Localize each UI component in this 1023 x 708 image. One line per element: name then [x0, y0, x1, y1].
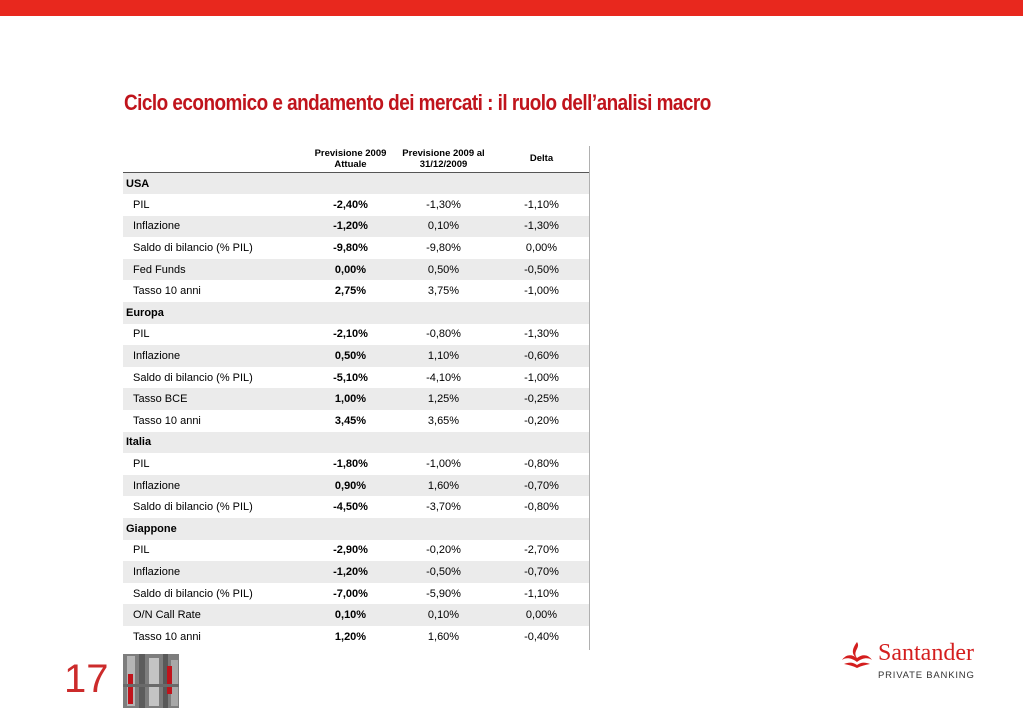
- cell-previsione-attuale: 0,90%: [308, 475, 393, 497]
- page-number: 17: [64, 657, 109, 701]
- section-label: USA: [123, 173, 589, 195]
- cell-delta: -0,60%: [494, 345, 589, 367]
- header-label: [123, 145, 308, 173]
- macro-forecast-table: [123, 145, 589, 648]
- header-previsione-attuale: Previsione 2009 Attuale: [308, 145, 393, 173]
- cell-delta: -1,00%: [524, 371, 559, 384]
- cell-previsione-31-12: 0,50%: [393, 259, 494, 281]
- cell-previsione-31-12: -4,10%: [426, 371, 461, 384]
- cell-previsione-attuale: -2,10%: [333, 328, 368, 341]
- row-label: Saldo di bilancio (% PIL): [133, 501, 253, 514]
- cell-previsione-31-12: 3,75%: [427, 285, 460, 298]
- cell-previsione-31-12: -0,20%: [426, 544, 461, 557]
- cell-previsione-attuale: 2,75%: [334, 285, 367, 298]
- cell-previsione-attuale: -2,40%: [333, 198, 368, 211]
- row-label: Saldo di bilancio (% PIL): [133, 371, 253, 384]
- table-row: [123, 237, 589, 259]
- cell-delta: -0,25%: [494, 388, 589, 410]
- cell-delta: -2,70%: [524, 544, 559, 557]
- section-row-usa: [123, 173, 589, 195]
- cell-delta: -0,80%: [524, 501, 559, 514]
- cell-delta: -1,10%: [524, 587, 559, 600]
- header-delta: Delta: [494, 145, 589, 173]
- table-row: [123, 453, 589, 475]
- table-row: [123, 410, 589, 432]
- cell-delta: -0,80%: [524, 458, 559, 471]
- section-row-europa: [123, 302, 589, 324]
- row-label: PIL: [133, 328, 150, 341]
- cell-previsione-attuale: -1,20%: [308, 561, 393, 583]
- row-label: Tasso 10 anni: [133, 285, 201, 298]
- section-row-giappone: [123, 518, 589, 540]
- table-row: [123, 345, 589, 367]
- section-row-italia: [123, 432, 589, 454]
- row-label: Inflazione: [123, 216, 308, 238]
- cell-delta: -0,70%: [494, 561, 589, 583]
- row-label: Tasso 10 anni: [133, 630, 201, 643]
- cell-previsione-attuale: 1,00%: [308, 388, 393, 410]
- row-label: Inflazione: [123, 475, 308, 497]
- table-row: [123, 367, 589, 389]
- row-label: Fed Funds: [123, 259, 308, 281]
- cell-previsione-attuale: -4,50%: [333, 501, 368, 514]
- top-accent-bar: [0, 0, 1023, 16]
- cell-delta: -1,30%: [524, 328, 559, 341]
- building-photo: [123, 654, 179, 708]
- cell-previsione-attuale: -7,00%: [333, 587, 368, 600]
- table-header-row: [123, 145, 589, 173]
- row-label: Inflazione: [123, 345, 308, 367]
- santander-logo: [840, 638, 1000, 686]
- row-label: PIL: [133, 458, 150, 471]
- cell-previsione-attuale: 0,10%: [308, 604, 393, 626]
- cell-previsione-31-12: -3,70%: [426, 501, 461, 514]
- table-row: [123, 388, 589, 410]
- cell-previsione-31-12: -1,00%: [426, 458, 461, 471]
- row-label: Tasso 10 anni: [133, 414, 201, 427]
- table-body: [123, 173, 589, 648]
- row-label: Saldo di bilancio (% PIL): [133, 587, 253, 600]
- section-label: Italia: [123, 432, 589, 454]
- table-row: [123, 475, 589, 497]
- cell-previsione-attuale: 0,00%: [308, 259, 393, 281]
- cell-delta: -0,70%: [494, 475, 589, 497]
- cell-previsione-31-12: -9,80%: [426, 242, 461, 255]
- table-row: [123, 259, 589, 281]
- header-previsione-31-12: Previsione 2009 al 31/12/2009: [393, 145, 494, 173]
- row-label: PIL: [133, 198, 150, 211]
- logo-name: Santander: [878, 640, 974, 666]
- table-row: [123, 216, 589, 238]
- cell-previsione-31-12: 1,10%: [393, 345, 494, 367]
- table-row: [123, 583, 589, 605]
- cell-delta: -0,50%: [494, 259, 589, 281]
- cell-previsione-attuale: 0,50%: [308, 345, 393, 367]
- cell-previsione-31-12: -0,50%: [393, 561, 494, 583]
- cell-delta: -1,30%: [494, 216, 589, 238]
- table-row: [123, 496, 589, 518]
- cell-previsione-attuale: -9,80%: [333, 242, 368, 255]
- cell-previsione-31-12: 1,60%: [393, 475, 494, 497]
- cell-previsione-31-12: 1,60%: [427, 630, 460, 643]
- cell-previsione-attuale: -1,20%: [308, 216, 393, 238]
- cell-delta: -0,20%: [524, 414, 559, 427]
- cell-previsione-31-12: 0,10%: [393, 604, 494, 626]
- table-row: [123, 604, 589, 626]
- cell-previsione-attuale: -1,80%: [333, 458, 368, 471]
- cell-previsione-attuale: -2,90%: [333, 544, 368, 557]
- table-row: [123, 540, 589, 562]
- flame-icon: [840, 640, 874, 670]
- macro-forecast-table-container: [123, 145, 589, 648]
- row-label: Inflazione: [123, 561, 308, 583]
- cell-delta: 0,00%: [525, 242, 558, 255]
- cell-previsione-31-12: 0,10%: [393, 216, 494, 238]
- cell-previsione-31-12: 1,25%: [393, 388, 494, 410]
- row-label: O/N Call Rate: [123, 604, 308, 626]
- cell-previsione-31-12: -0,80%: [426, 328, 461, 341]
- section-label: Giappone: [123, 518, 589, 540]
- table-row: [123, 561, 589, 583]
- table-row: [123, 626, 589, 648]
- cell-previsione-31-12: -1,30%: [426, 198, 461, 211]
- table-row: [123, 194, 589, 216]
- table-row: [123, 324, 589, 346]
- cell-previsione-31-12: -5,90%: [426, 587, 461, 600]
- cell-previsione-attuale: 1,20%: [334, 630, 367, 643]
- cell-delta: -1,10%: [524, 198, 559, 211]
- table-right-border: [589, 146, 590, 650]
- cell-delta: -1,00%: [524, 285, 559, 298]
- cell-previsione-31-12: 3,65%: [427, 414, 460, 427]
- row-label: Tasso BCE: [123, 388, 308, 410]
- cell-previsione-attuale: 3,45%: [334, 414, 367, 427]
- cell-delta: -0,40%: [524, 630, 559, 643]
- cell-delta: 0,00%: [494, 604, 589, 626]
- section-label: Europa: [123, 302, 589, 324]
- row-label: Saldo di bilancio (% PIL): [133, 242, 253, 255]
- row-label: PIL: [133, 544, 150, 557]
- logo-subtitle: PRIVATE BANKING: [878, 670, 975, 681]
- slide-title: Ciclo economico e andamento dei mercati : il ruolo dell’analisi macro: [124, 90, 711, 115]
- cell-previsione-attuale: -5,10%: [333, 371, 368, 384]
- table-row: [123, 280, 589, 302]
